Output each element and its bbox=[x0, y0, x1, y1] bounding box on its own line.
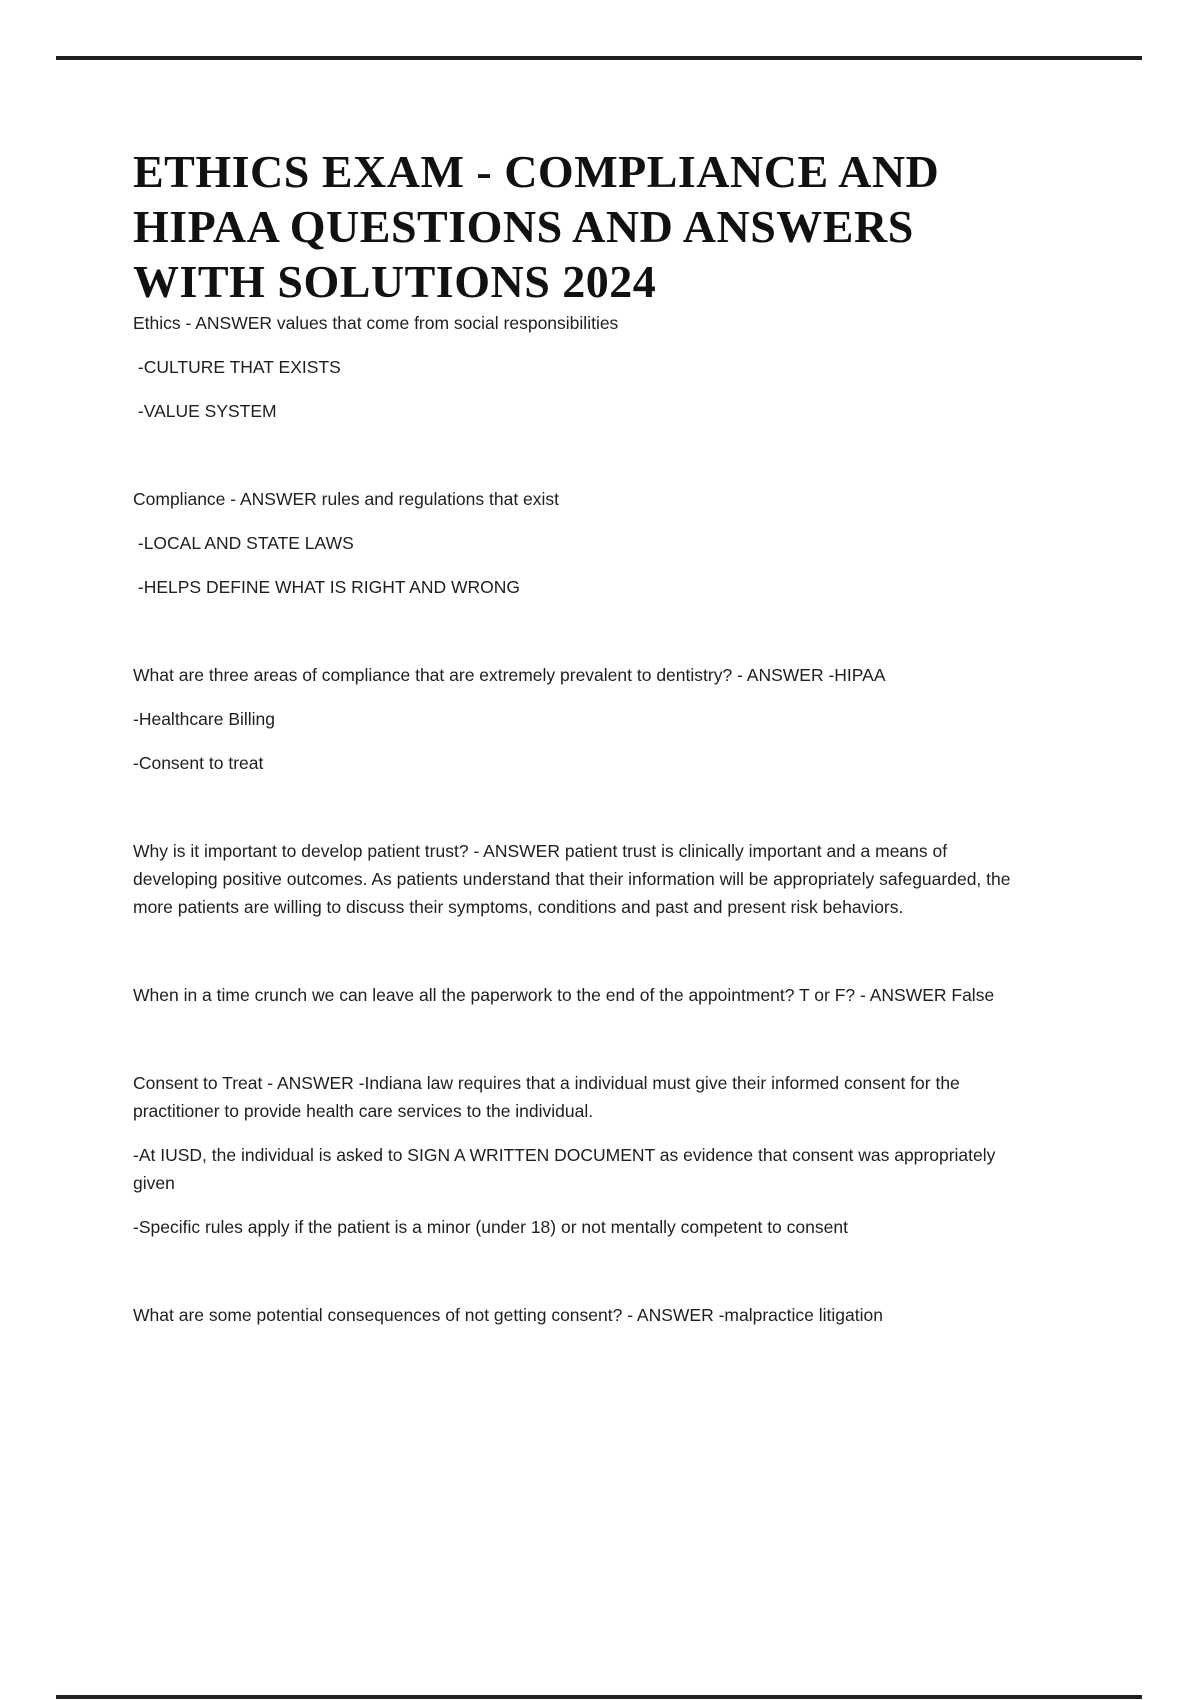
title-line: ETHICS EXAM - COMPLIANCE AND bbox=[133, 146, 940, 197]
paragraph: -Specific rules apply if the patient is a minor (under 18) or not mentally competent to consent bbox=[133, 1217, 848, 1237]
paragraph-spacer bbox=[133, 937, 1013, 965]
paragraph: -VALUE SYSTEM bbox=[133, 401, 277, 421]
paragraph: -Consent to treat bbox=[133, 753, 264, 773]
paragraph: What are three areas of compliance that are extremely prevalent to dentistry? - ANSWER -HIPAA bbox=[133, 665, 886, 685]
paragraph-spacer bbox=[133, 441, 1013, 469]
paragraph: -Healthcare Billing bbox=[133, 709, 276, 729]
document-content bbox=[133, 0, 1016, 1345]
bottom-border-line bbox=[56, 1695, 1142, 1699]
paragraph: When in a time crunch we can leave all the paperwork to the end of the appointment? T or F? - ANSWER False bbox=[133, 985, 995, 1005]
paragraph: -HELPS DEFINE WHAT IS RIGHT AND WRONG bbox=[133, 577, 520, 597]
paragraph: -At IUSD, the individual is asked to SIGN A WRITTEN DOCUMENT as evidence that consent was appropriately given bbox=[133, 1145, 1001, 1193]
paragraph-spacer bbox=[133, 793, 1013, 821]
title-line: WITH SOLUTIONS 2024 bbox=[133, 256, 657, 307]
document-title bbox=[133, 144, 1013, 309]
paragraph: Why is it important to develop patient trust? - ANSWER patient trust is clinically important and a means of developing positive outcomes. As patients understand that their information will be appropriately safeguarded, the more patients are willing to discuss their symptoms, conditions and past and present risk behaviors. bbox=[133, 841, 1016, 917]
paragraph: -CULTURE THAT EXISTS bbox=[133, 357, 341, 377]
paragraph-list bbox=[133, 309, 1016, 1329]
paragraph: Ethics - ANSWER values that come from social responsibilities bbox=[133, 313, 619, 333]
paragraph: Consent to Treat - ANSWER -Indiana law requires that a individual must give their informed consent for the practitioner to provide health care services to the individual. bbox=[133, 1073, 965, 1121]
paragraph: Compliance - ANSWER rules and regulations that exist bbox=[133, 489, 560, 509]
paragraph-spacer bbox=[133, 1025, 1013, 1053]
paragraph-spacer bbox=[133, 617, 1013, 645]
title-line: HIPAA QUESTIONS AND ANSWERS bbox=[133, 201, 914, 252]
paragraph: -LOCAL AND STATE LAWS bbox=[133, 533, 354, 553]
paragraph-spacer bbox=[133, 1257, 1013, 1285]
paragraph: What are some potential consequences of not getting consent? - ANSWER -malpractice litigation bbox=[133, 1305, 883, 1325]
